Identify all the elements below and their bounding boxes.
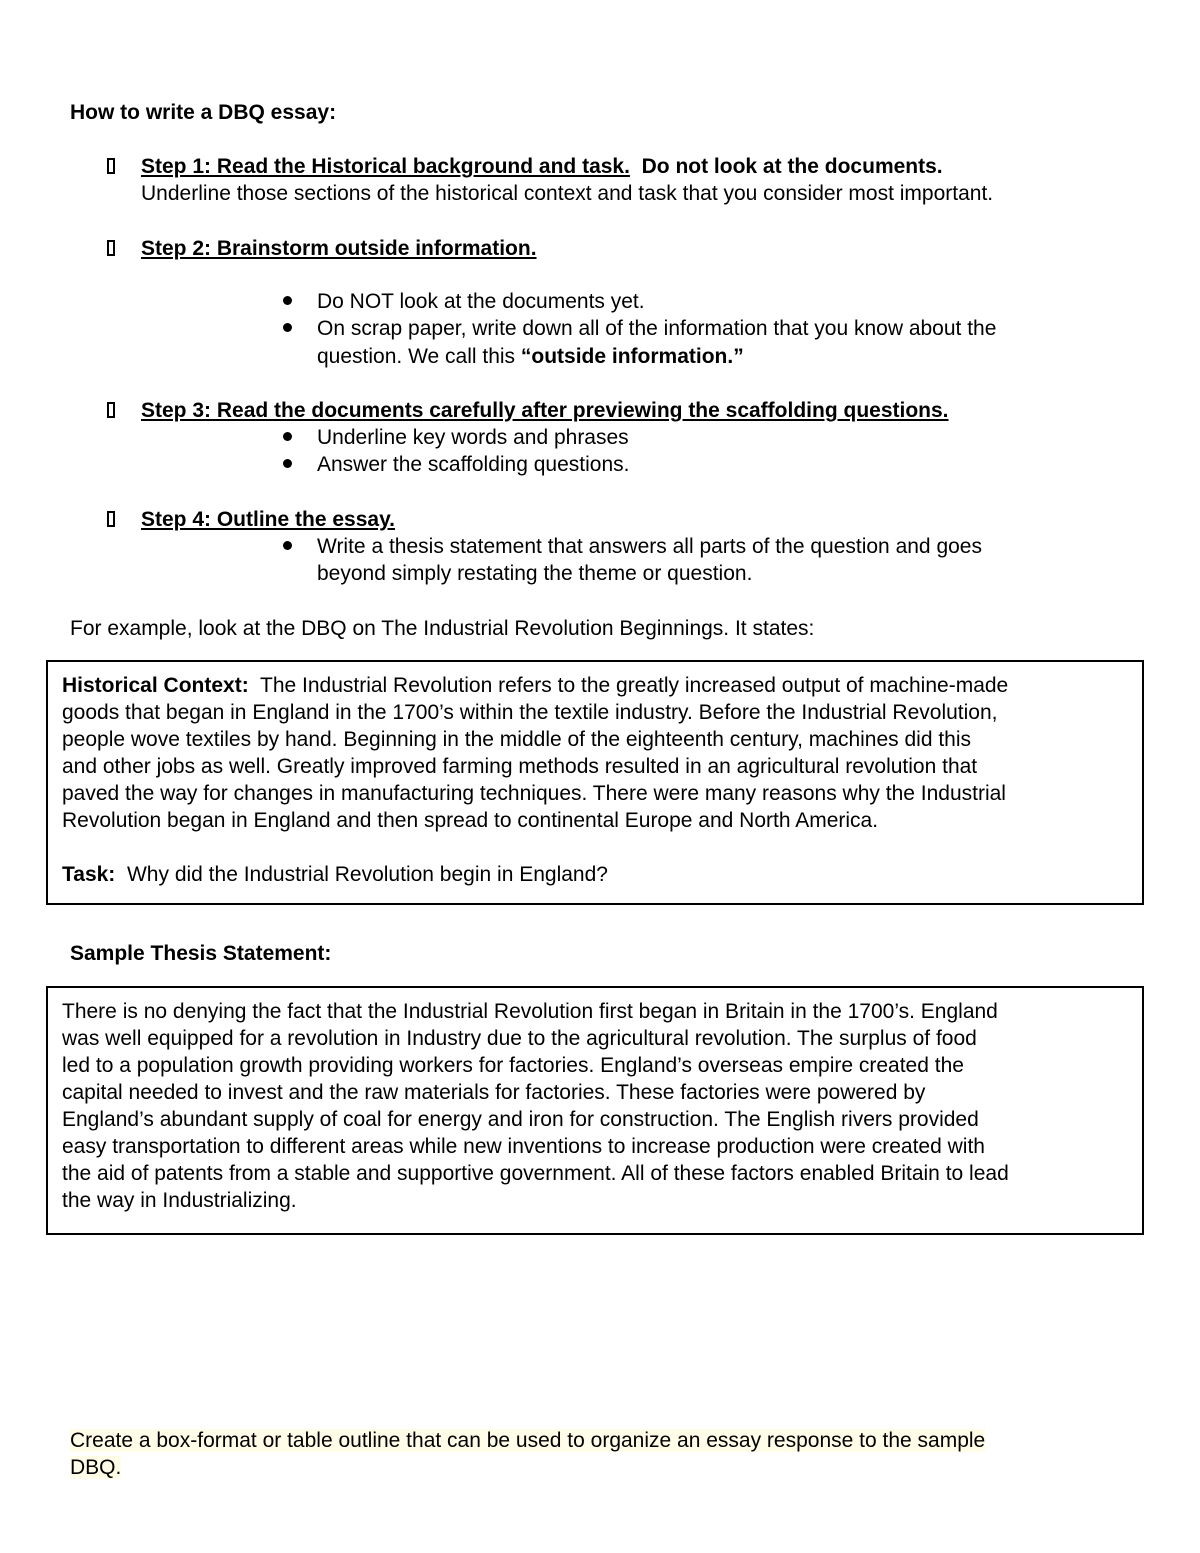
step-4-bullet-1-line-1: Write a thesis statement that answers all parts of the question and goes bbox=[317, 535, 982, 558]
context-line-3: people wove textiles by hand. Beginning in the middle of the eighteenth century, machines did this bbox=[62, 728, 972, 751]
step-2-bullet-2-line-2 bbox=[317, 343, 744, 370]
step-1-emphasis: Do not look at the documents. bbox=[629, 155, 943, 178]
thesis-line-8: the way in Industrializing. bbox=[62, 1189, 297, 1212]
context-line-4: and other jobs as well. Greatly improved farming methods resulted in an agricultural revolution that bbox=[62, 755, 978, 778]
example-intro: For example, look at the DBQ on The Industrial Revolution Beginnings. It states: bbox=[70, 617, 815, 640]
thesis-line-5: England’s abundant supply of coal for energy and iron for construction. The English rivers provided bbox=[62, 1108, 979, 1131]
thesis-line-2: was well equipped for a revolution in Industry due to the agricultural revolution. The surplus of food bbox=[62, 1027, 977, 1050]
context-line-2: goods that began in England in the 1700’s within the textile industry. Before the Industrial Revolution, bbox=[62, 701, 998, 724]
step-4-title: Step 4: Outline the essay. bbox=[141, 508, 396, 531]
thesis-line-1: There is no denying the fact that the Industrial Revolution first began in Britain in the 1700’s. England bbox=[62, 1000, 998, 1023]
step-1-title: Step 1: Read the Historical background and task. bbox=[141, 155, 630, 178]
step-4-bullet-1-line-2: beyond simply restating the theme or question. bbox=[317, 562, 753, 585]
step-2-marker-icon bbox=[107, 240, 115, 256]
bullet-icon bbox=[283, 323, 292, 332]
context-line-1-text: The Industrial Revolution refers to the greatly increased output of machine-made bbox=[248, 674, 1009, 697]
step-2-bullet-2-prefix: question. We call this bbox=[317, 345, 521, 368]
thesis-line-6: easy transportation to different areas while new inventions to increase production were created with bbox=[62, 1135, 985, 1158]
step-1-marker-icon bbox=[107, 158, 115, 174]
step-3-title: Step 3: Read the documents carefully after previewing the scaffolding questions. bbox=[141, 399, 949, 422]
step-1-body: Underline those sections of the historical context and task that you consider most important. bbox=[141, 182, 994, 205]
assignment-line-1 bbox=[70, 1427, 985, 1454]
bullet-icon bbox=[283, 432, 292, 441]
assignment-text-2: DBQ. bbox=[70, 1456, 122, 1479]
thesis-heading: Sample Thesis Statement: bbox=[70, 942, 332, 965]
historical-context-label: Historical Context: bbox=[62, 674, 249, 697]
thesis-line-3: led to a population growth providing workers for factories. England’s overseas empire created the bbox=[62, 1054, 964, 1077]
context-line-6: Revolution began in England and then spread to continental Europe and North America. bbox=[62, 809, 879, 832]
thesis-line-7: the aid of patents from a stable and supportive government. All of these factors enabled Britain to lead bbox=[62, 1162, 1009, 1185]
bullet-icon bbox=[283, 541, 292, 550]
bullet-icon bbox=[283, 459, 292, 468]
task-line bbox=[62, 861, 1128, 888]
thesis-line-4: capital needed to invest and the raw materials for factories. These factories were powered by bbox=[62, 1081, 926, 1104]
context-line-5: paved the way for changes in manufacturing techniques. There were many reasons why the Industrial bbox=[62, 782, 1006, 805]
task-label: Task: bbox=[62, 863, 116, 886]
historical-context-box bbox=[46, 660, 1144, 905]
step-4-marker-icon bbox=[107, 511, 115, 527]
page-title: How to write a DBQ essay: bbox=[70, 101, 337, 124]
step-2-bullet-1: Do NOT look at the documents yet. bbox=[317, 290, 645, 313]
step-1-heading bbox=[141, 153, 943, 180]
task-text: Why did the Industrial Revolution begin in England? bbox=[115, 863, 608, 886]
step-3-bullet-2: Answer the scaffolding questions. bbox=[317, 453, 630, 476]
step-3-bullet-1: Underline key words and phrases bbox=[317, 426, 629, 449]
step-3-marker-icon bbox=[107, 402, 115, 418]
step-2-bullet-2-line-1: On scrap paper, write down all of the information that you know about the bbox=[317, 317, 997, 340]
assignment-text-1: Create a box-format or table outline that can be used to organize an essay response to the sample bbox=[70, 1429, 986, 1452]
assignment-line-2 bbox=[70, 1454, 121, 1481]
thesis-statement-box bbox=[46, 986, 1144, 1235]
context-line-1 bbox=[62, 672, 1128, 699]
step-2-title: Step 2: Brainstorm outside information. bbox=[141, 237, 537, 260]
bullet-icon bbox=[283, 296, 292, 305]
outside-information-term: “outside information.” bbox=[520, 345, 744, 368]
